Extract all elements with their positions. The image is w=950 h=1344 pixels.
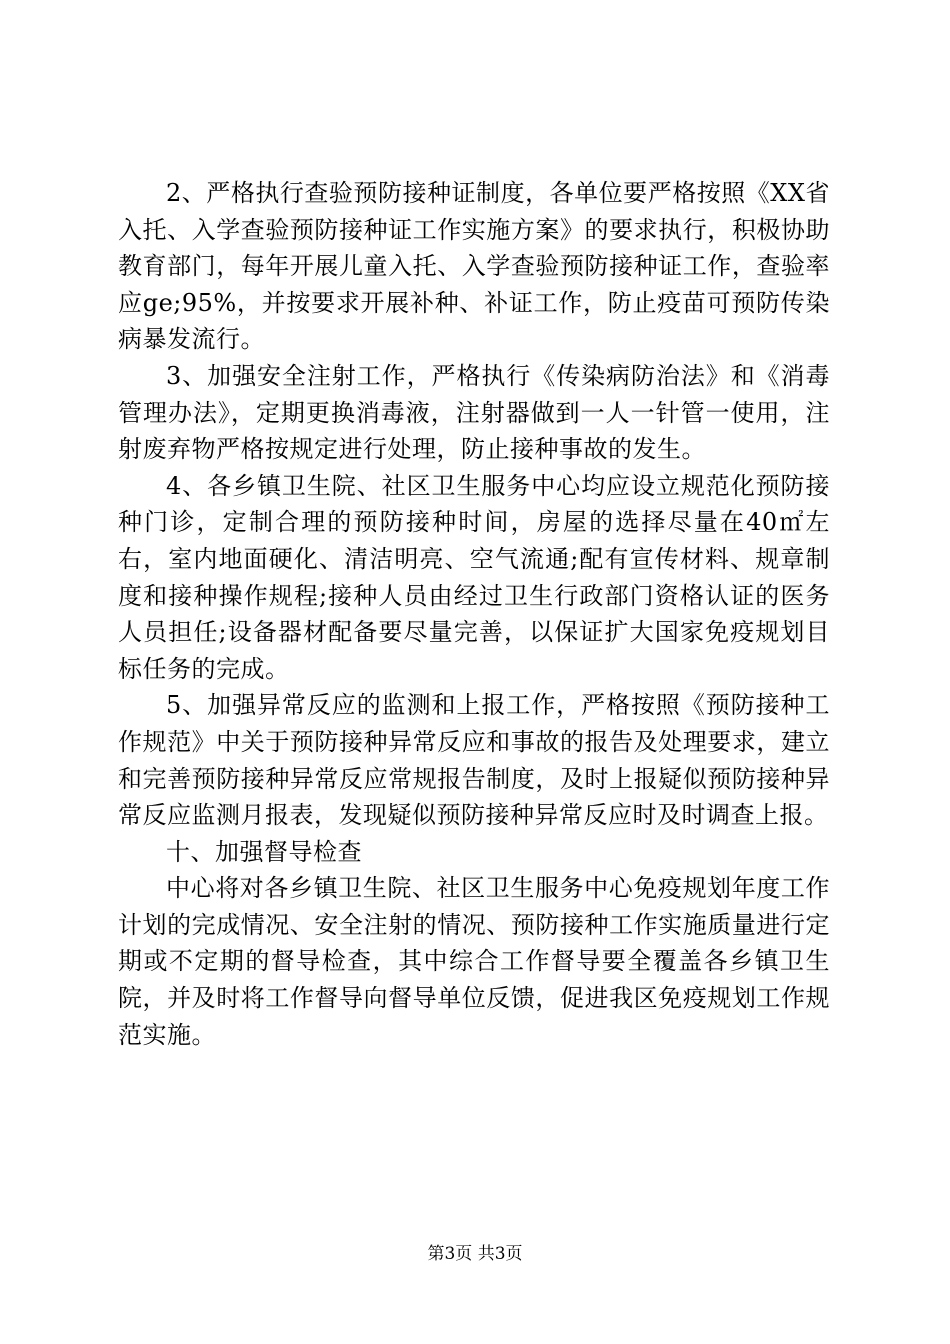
document-body bbox=[118, 175, 830, 1053]
paragraph-item-5: 5、加强异常反应的监测和上报工作，严格按照《预防接种工作规范》中关于预防接种异常反应和事故的报告及处理要求，建立和完善预防接种异常反应常规报告制度，及时上报疑似预防接种异常反应监测月报表，发现疑似预防接种异常反应时及时调查上报。 bbox=[118, 691, 830, 830]
section-heading-supervision: 十、加强督导检查 bbox=[166, 837, 362, 866]
paragraph-item-3: 3、加强安全注射工作，严格执行《传染病防治法》和《消毒管理办法》，定期更换消毒液，注射器做到一人一针管一使用，注射废弃物严格按规定进行处理，防止接种事故的发生。 bbox=[118, 361, 830, 464]
paragraph-item-2: 2、严格执行查验预防接种证制度，各单位要严格按照《XX省入托、入学查验预防接种证工作实施方案》的要求执行，积极协助教育部门，每年开展儿童入托、入学查验预防接种证工作，查验率应ge;95%，并按要求开展补种、补证工作，防止疫苗可预防传染病暴发流行。 bbox=[118, 179, 830, 354]
page-footer: 第3页 共3页 bbox=[427, 1244, 523, 1264]
paragraph-item-4: 4、各乡镇卫生院、社区卫生服务中心均应设立规范化预防接种门诊，定制合理的预防接种时间，房屋的选择尽量在40㎡左右，室内地面硬化、清洁明亮、空气流通;配有宣传材料、规章制度和接种操作规程;接种人员由经过卫生行政部门资格认证的医务人员担任;设备器材配备要尽量完善，以保证扩大国家免疫规划目标任务的完成。 bbox=[118, 471, 830, 683]
paragraph-supervision: 中心将对各乡镇卫生院、社区卫生服务中心免疫规划年度工作计划的完成情况、安全注射的情况、预防接种工作实施质量进行定期或不定期的督导检查，其中综合工作督导要全覆盖各乡镇卫生院，并及时将工作督导向督导单位反馈，促进我区免疫规划工作规范实施。 bbox=[118, 874, 830, 1049]
